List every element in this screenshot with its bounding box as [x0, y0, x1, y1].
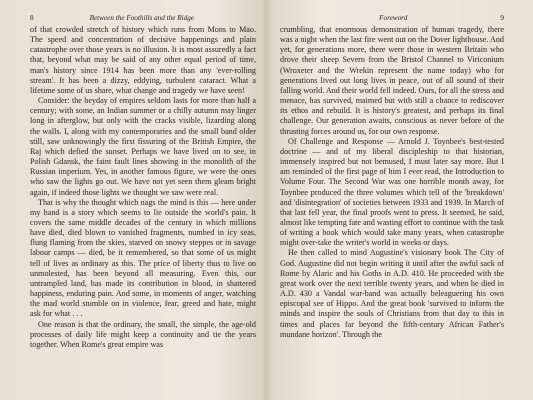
left-paragraph: Consider: the heyday of empires seldom lasts for more than half a century; with some, an Indian summer or a chilly autumn may linger long in afterglow, but only with the cracks visible, lizarding along the walls. I, along with my contemporaries and the small band older still, saw unknowingly the first fissuring of the British Empire, the Raj which defied the sunset. Perhaps we have lived on to see, in Polish Gdansk, the faint fault lines showing in the monolith of the Russian imperium. Yes, in another famous figure, we were the ones who saw the lights go out. We have not yet seen them gleam bright again, if indeed those lights we thought we saw were real.: [30, 96, 256, 197]
left-paragraph: of that crowded stretch of history which runs from Mons to Mao. The speed and concentration of decisive happenings and plain catastrophe over those years is no illusion. It is most assuredly a fact that, beyond what may be said of any other equal period of time, man's history since 1914 has been more than any 'ever-rolling stream'. It has been a dizzy, eddying, turbulent cataract. What a lifetime some of us share, what change and tragedy we have seen!: [30, 25, 256, 95]
left-paragraph: One reason is that the ordinary, the small, the simple, the age-old processes of daily life might keep a continuity and tie the years together. When Rome's great empire was: [30, 319, 256, 349]
left-page: [0, 0, 266, 400]
left-paragraph: That is why the thought which nags the mind is this — here under my hand is a story which seems to lie outside the world's pain. It covers the same middle decades of the century in which millions have died, died blown to vanished fragments, numbed in icy seas, flung flaming from the skies, starved on snowy steppes or in savage labour camps — died, be it remembered, so that some of us might tell of lives as ordinary as this. The price of liberty thus to live on unmolested, has been beyond all measuring. Even this, our untrampled land, has made its contribution in blood, in shattered happiness, enduring pain. And some, in moments of anger, watching the mad world stumble on in violence, fear, greed and hate, might ask for what . . .: [30, 197, 256, 319]
left-page-number: 8: [30, 14, 34, 22]
left-running-head: [30, 14, 256, 22]
right-paragraph: crumbling, that enormous demonstration of human tragedy, there was a night when the last fire went out on the Dover lighthouse. And yet, for generations more, there were those in western Britain who drove their sheep Severn from the Bristol Channel to Viriconium (Wroxeter and the Wrekin represent the name today) who for generations lived out long lives in peace, out of all sound of their falling world. And their world fell indeed. Ours, for all the stress and menace, has survived, maimed but with still a chance to rediscover its ethos and rebuild. It is history's greatest, and perhaps its final challenge. Our generation awaits, conscious as never before of the thrusting forces around us, for our own response.: [280, 25, 504, 136]
left-body-text: [30, 25, 256, 350]
right-paragraph: He then called to mind Augustine's visionary book The City of God. Augustine did not begin writing it until after the awful sack of Rome by Alaric and his Goths in A.D. 410. He proceeded with the great work over the next terrible twenty years, and when he died in A.D. 430 a Vandal war-band was actually beleaguering his own episcopal see of Hippo. And the great book 'survived to inform the minds and inspire the souls of Christians from that day to this in times and places far beyond the fifth-century African Father's mundane horizon'. Through the: [280, 248, 504, 339]
left-running-title: Between the Foothills and the Ridge: [89, 14, 194, 22]
right-running-title: Foreword: [379, 14, 408, 22]
right-body-text: [280, 25, 504, 340]
right-page-number: 9: [500, 14, 504, 22]
right-paragraph: Of Challenge and Response — Arnold J. Toynbee's best-tested doctrine — and of my liberal discipleship to that historian, immensely inspired but not bemused, I must later say more. But I am reminded of the first page of him I ever read, the Introduction to Volume Four. The Second War was one horrible month away, for Toynbee produced the three volumes which tell of the 'breakdown' and 'disintegration' of societies between 1933 and 1939. In March of that last fell year, the final proofs went to press. It seemed, he said, almost like tempting fate and wasting effort to continue with the task of writing a book which would take many years, when catastrophe might over-take the writer's world in weeks or days.: [280, 136, 504, 248]
right-page: [266, 0, 532, 400]
right-running-head: [280, 14, 504, 22]
